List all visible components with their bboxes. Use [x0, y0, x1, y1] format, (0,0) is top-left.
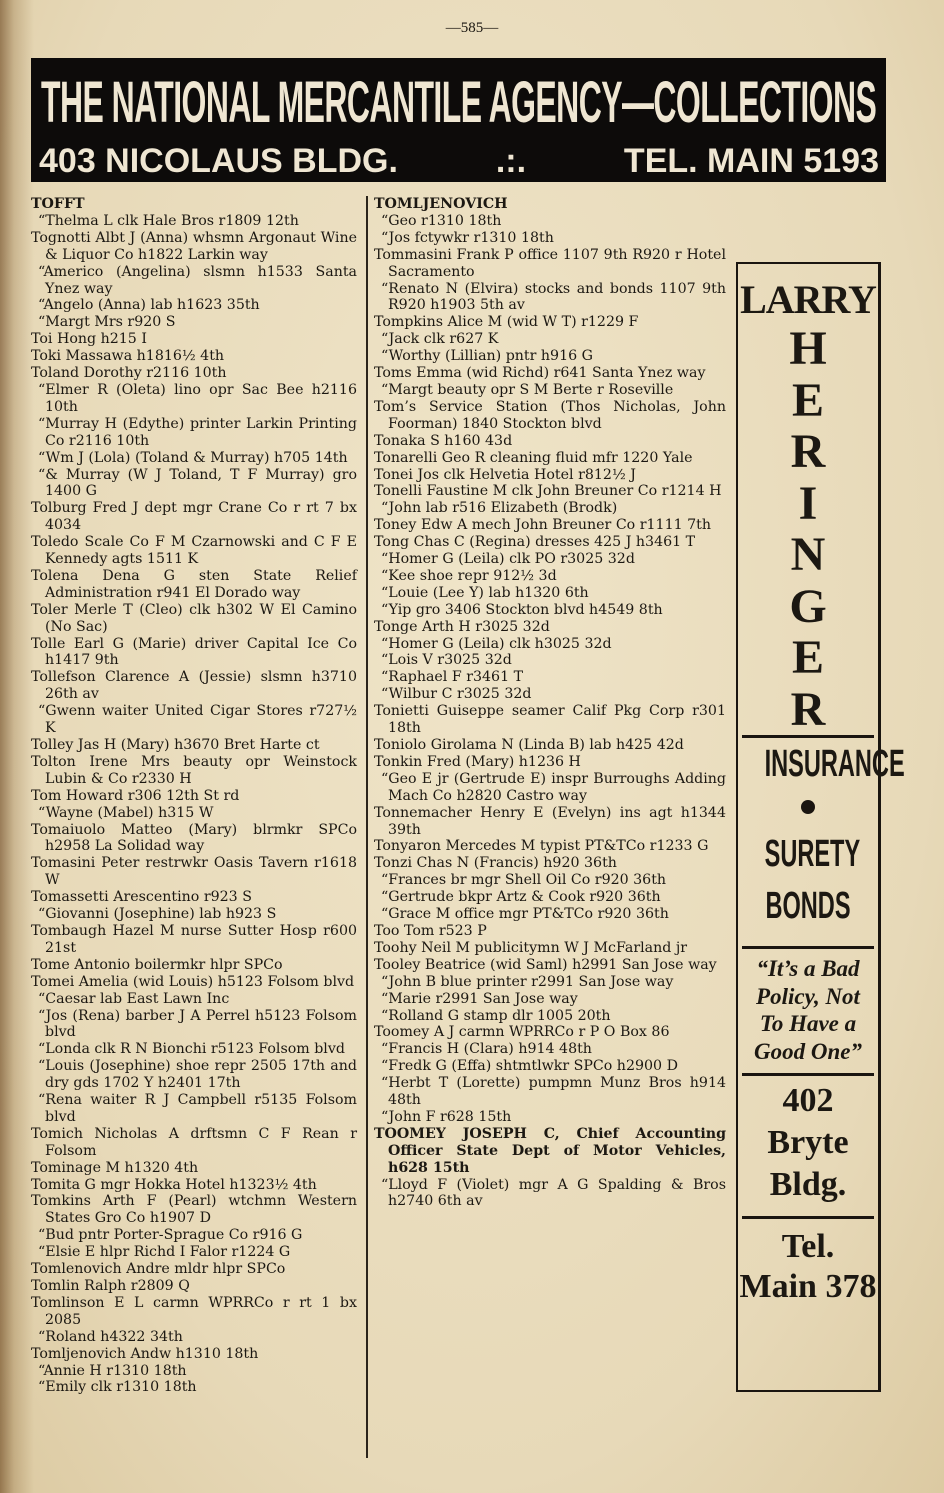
ad-first-name: LARRY [740, 277, 876, 322]
directory-entry: Tomlinson E L carmn WPRRCo r rt 1 bx 2085 [31, 1294, 357, 1328]
directory-entry: “ Margt beauty opr S M Berte r Roseville [374, 382, 726, 399]
directory-entry: “ John B blue printer r2991 San Jose way [374, 974, 726, 991]
page-number: —585— [445, 20, 499, 36]
directory-entry: “ Homer G (Leila) clk h3025 32d [374, 636, 726, 653]
directory-entry: “ Wilbur C r3025 32d [374, 686, 726, 703]
directory-entry: Tome Antonio boilermkr hlpr SPCo [31, 956, 283, 973]
section-heading: TOFFT [31, 196, 85, 212]
directory-entry: Tomassetti Arescentino r923 S [31, 889, 252, 906]
directory-entry: Tonei Jos clk Helvetia Hotel r812½ J [374, 466, 636, 483]
column-divider [366, 196, 368, 1458]
heringer-insurance-ad [736, 262, 905, 1392]
directory-entry: Tonyaron Mercedes M typist PT&TCo r1233 G [374, 838, 709, 855]
directory-entry: “ Emily clk r1310 18th [31, 1379, 357, 1396]
directory-column-middle [374, 196, 726, 1210]
directory-entry: “ Murray H (Edythe) printer Larkin Printing Co r2116 10th [31, 416, 357, 450]
ad-surname-vertical [738, 323, 878, 735]
directory-entry: Tonge Arth H r3025 32d [374, 618, 550, 635]
directory-entry: “ Wm J (Lola) (Toland & Murray) h705 14th [31, 450, 357, 467]
directory-entry: Tolle Earl G (Marie) driver Capital Ice Co h1417 9th [31, 635, 357, 669]
ad-slogan-line: “It’s a Bad [756, 956, 860, 981]
ad-surname-letter: E [791, 373, 824, 427]
ad-slogan [738, 955, 878, 1065]
directory-entry: Tombaugh Hazel M nurse Sutter Hosp r600 21st [31, 922, 357, 956]
ad-slogan-line: Good One” [754, 1038, 862, 1064]
ad-phone [738, 1227, 878, 1307]
banner-separator: .:. [495, 142, 527, 180]
directory-entry: “ Roland h4322 34th [31, 1329, 357, 1346]
directory-entry: “ Elmer R (Oleta) lino opr Sac Bee h2116 10th [31, 382, 357, 416]
ad-address [738, 1080, 878, 1206]
directory-entry: “ Jack clk r627 K [374, 331, 726, 348]
directory-entry: “ Fredk G (Effa) shtmtlwkr SPCo h2900 D [374, 1058, 726, 1075]
directory-entry: Tomkins Arth F (Pearl) wtchmn Western States Gro Co h1907 D [31, 1193, 357, 1227]
directory-entry: Too Tom r523 P [374, 922, 487, 939]
directory-entry: “ Jos (Rena) barber J A Perrel h5123 Folsom blvd [31, 1008, 357, 1042]
directory-entry: Toland Dorothy r2116 10th [31, 365, 227, 382]
bullet-dot-icon [801, 800, 815, 814]
ad-divider [742, 1216, 874, 1219]
ad-address-line: Bryte [767, 1124, 849, 1161]
directory-entry: “ & Murray (W J Toland, T F Murray) gro 1400 G [31, 467, 357, 501]
banner-phone: TEL. MAIN 5193 [623, 142, 879, 180]
directory-entry: “ Frances br mgr Shell Oil Co r920 36th [374, 872, 726, 889]
directory-entry: Tompkins Alice M (wid W T) r1229 F [374, 314, 639, 331]
directory-entry: Tomlin Ralph r2809 Q [31, 1278, 190, 1294]
ad-divider [742, 946, 874, 949]
directory-entry: “ Raphael F r3461 T [374, 669, 726, 686]
directory-entry: “ Thelma L clk Hale Bros r1809 12th [31, 213, 357, 230]
directory-entry: Toms Emma (wid Richd) r641 Santa Ynez way [374, 365, 706, 382]
directory-entry: Tom’s Service Station (Thos Nicholas, John Foorman) 1840 Stockton blvd [374, 398, 726, 432]
directory-entry: “ Louie (Lee Y) lab h1320 6th [374, 585, 726, 602]
section-heading: TOMLJENOVICH [374, 196, 508, 212]
directory-entry: Tomlenovich Andre mldr hlpr SPCo [31, 1261, 286, 1278]
ad-divider [742, 1073, 874, 1076]
directory-entry: “ Caesar lab East Lawn Inc [31, 991, 357, 1008]
directory-entry: Tomljenovich Andw h1310 18th [31, 1345, 259, 1362]
collections-banner-ad [31, 58, 886, 182]
directory-entry: Tomasini Peter restrwkr Oasis Tavern r1618 W [31, 855, 357, 889]
directory-entry: “ Margt Mrs r920 S [31, 314, 357, 331]
directory-entry: “ John F r628 15th [374, 1109, 726, 1126]
ad-surety: SURETY [764, 833, 861, 875]
directory-entry: Toi Hong h215 I [31, 331, 147, 348]
directory-entry: Tonzi Chas N (Francis) h920 36th [374, 855, 617, 872]
directory-entry: Tonietti Guiseppe seamer Calif Pkg Corp r301 18th [374, 703, 726, 737]
directory-entry: Tom Howard r306 12th St rd [31, 787, 240, 804]
directory-entry: “ Geo r1310 18th [374, 213, 726, 230]
directory-entry: “ Elsie E hlpr Richd I Falor r1224 G [31, 1244, 357, 1261]
directory-entry: Tognotti Albt J (Anna) whsmn Argonaut Wine & Liquor Co h1822 Larkin way [31, 229, 357, 263]
directory-entry: Tolburg Fred J dept mgr Crane Co r rt 7 bx 4034 [31, 500, 357, 534]
directory-entry: “ Louis (Josephine) shoe repr 2505 17th and dry gds 1702 Y h2401 17th [31, 1058, 357, 1092]
directory-entry: Tonnemacher Henry E (Evelyn) ins agt h1344 39th [374, 804, 726, 838]
ad-address-line: 402 [782, 1082, 834, 1119]
directory-entry: “ Bud pntr Porter-Sprague Co r916 G [31, 1227, 357, 1244]
ad-surname-letter: R [790, 425, 826, 478]
directory-entry: Tonarelli Geo R cleaning fluid mfr 1220 Yale [374, 449, 693, 466]
directory-entry: “ Gertrude bkpr Artz & Cook r920 36th [374, 889, 726, 906]
ad-phone-line: Main 378 [739, 1268, 877, 1305]
directory-entry: Tonaka S h160 43d [374, 432, 513, 449]
directory-entry: “ Grace M office mgr PT&TCo r920 36th [374, 906, 726, 923]
directory-entry: Toney Edw A mech John Breuner Co r1111 7th [374, 517, 712, 534]
ad-surname-letter: R [790, 682, 826, 736]
directory-entry: Toki Massawa h1816½ 4th [31, 348, 225, 365]
ad-surname-letter: I [798, 476, 818, 530]
directory-entry: “ Renato N (Elvira) stocks and bonds 1107 9th R920 h1903 5th av [374, 281, 726, 315]
directory-entry: “ Jos fctywkr r1310 18th [374, 230, 726, 247]
directory-entry: “ Lloyd F (Violet) mgr A G Spalding & Bros h2740 6th av [374, 1177, 726, 1211]
directory-entry: “ Geo E jr (Gertrude E) inspr Burroughs Adding Mach Co h2820 Castro way [374, 771, 726, 805]
directory-entry: “ Homer G (Leila) clk PO r3025 32d [374, 551, 726, 568]
directory-entry: Tolley Jas H (Mary) h3670 Bret Harte ct [31, 737, 320, 753]
directory-entry: Tollefson Clarence A (Jessie) slsmn h3710 26th av [31, 669, 357, 703]
directory-entry: “ Lois V r3025 32d [374, 652, 726, 669]
ad-slogan-line: Policy, Not [756, 983, 860, 1009]
directory-entry: Toomey A J carmn WPRRCo r P O Box 86 [374, 1024, 670, 1041]
directory-entry: “ Gwenn waiter United Cigar Stores r727½ K [31, 703, 357, 737]
ad-address-line: Bldg. [769, 1166, 847, 1203]
directory-entry: “ Yip gro 3406 Stockton blvd h4549 8th [374, 602, 726, 619]
ad-phone-line: Tel. [781, 1228, 835, 1265]
ad-slogan-line: To Have a [759, 1011, 857, 1036]
directory-entry: “ Francis H (Clara) h914 48th [374, 1041, 726, 1058]
directory-entry: “ Kee shoe repr 912½ 3d [374, 568, 726, 585]
directory-entry: Tomich Nicholas A drftsmn C F Rean r Folsom [31, 1125, 357, 1159]
directory-entry: “ Londa clk R N Bionchi r5123 Folsom blvd [31, 1041, 357, 1058]
directory-entry: “ Giovanni (Josephine) lab h923 S [31, 906, 357, 923]
directory-entry: Tonkin Fred (Mary) h1236 H [374, 753, 581, 770]
directory-entry: Tonelli Faustine M clk John Breuner Co r1214 H [374, 483, 722, 500]
directory-entry: Tomaiuolo Matteo (Mary) blrmkr SPCo h2958 La Solidad way [31, 821, 357, 855]
ad-surname-letter: G [789, 579, 827, 633]
directory-entry: Tooley Beatrice (wid Saml) h2991 San Jose way [374, 956, 717, 973]
directory-entry: Tommasini Frank P office 1107 9th R920 r Hotel Sacramento [374, 246, 726, 280]
directory-entry: “ Annie H r1310 18th [31, 1363, 357, 1380]
banner-address: 403 NICOLAUS BLDG. [39, 142, 398, 180]
directory-entry: Tomita G mgr Hokka Hotel h1323½ 4th [31, 1176, 317, 1193]
directory-entry: “ Worthy (Lillian) pntr h916 G [374, 348, 726, 365]
banner-contact-line [39, 142, 879, 180]
banner-title: THE NATIONAL MERCANTILE AGENCY—COLLECTIONS [41, 70, 877, 135]
directory-entry: Tominage M h1320 4th [31, 1159, 199, 1176]
directory-entry: TOOMEY JOSEPH C, Chief Accounting Officer State Dept of Motor Vehicles, h628 15th [374, 1125, 726, 1176]
ad-bonds: BONDS [765, 885, 851, 927]
directory-entry: “ Wayne (Mabel) h315 W [31, 805, 357, 822]
directory-entry: Toniolo Girolama N (Linda B) lab h425 42d [374, 737, 684, 753]
directory-entry: “ Rena waiter R J Campbell r5135 Folsom blvd [31, 1092, 357, 1126]
ad-insurance: INSURANCE [764, 743, 905, 785]
directory-entry: “ Marie r2991 San Jose way [374, 991, 726, 1008]
directory-entry: Tolena Dena G sten State Relief Administration r941 El Dorado way [31, 567, 357, 601]
directory-entry: “ Angelo (Anna) lab h1623 35th [31, 297, 357, 314]
ad-surname-letter: H [789, 322, 827, 375]
directory-column-left [31, 196, 357, 1396]
directory-entry: “ Americo (Angelina) slsmn h1533 Santa Ynez way [31, 264, 357, 298]
ad-surname-letter: N [790, 528, 826, 581]
directory-entry: Toledo Scale Co F M Czarnowski and C F E Kennedy agts 1511 K [31, 534, 357, 568]
ad-surname-letter: E [791, 631, 824, 684]
directory-entry: Toler Merle T (Cleo) clk h302 W El Camino (No Sac) [31, 601, 357, 635]
directory-entry: “ Herbt T (Lorette) pumpmn Munz Bros h914 48th [374, 1075, 726, 1109]
directory-entry: Tong Chas C (Regina) dresses 425 J h3461 T [374, 534, 696, 551]
directory-entry: Toohy Neil M publicitymn W J McFarland jr [374, 939, 688, 956]
directory-entry: “ Rolland G stamp dlr 1005 20th [374, 1008, 726, 1025]
directory-entry: Tolton Irene Mrs beauty opr Weinstock Lubin & Co r2330 H [31, 753, 357, 787]
directory-entry: Tomei Amelia (wid Louis) h5123 Folsom blvd [31, 973, 355, 990]
directory-entry: “ John lab r516 Elizabeth (Brodk) [374, 500, 726, 517]
